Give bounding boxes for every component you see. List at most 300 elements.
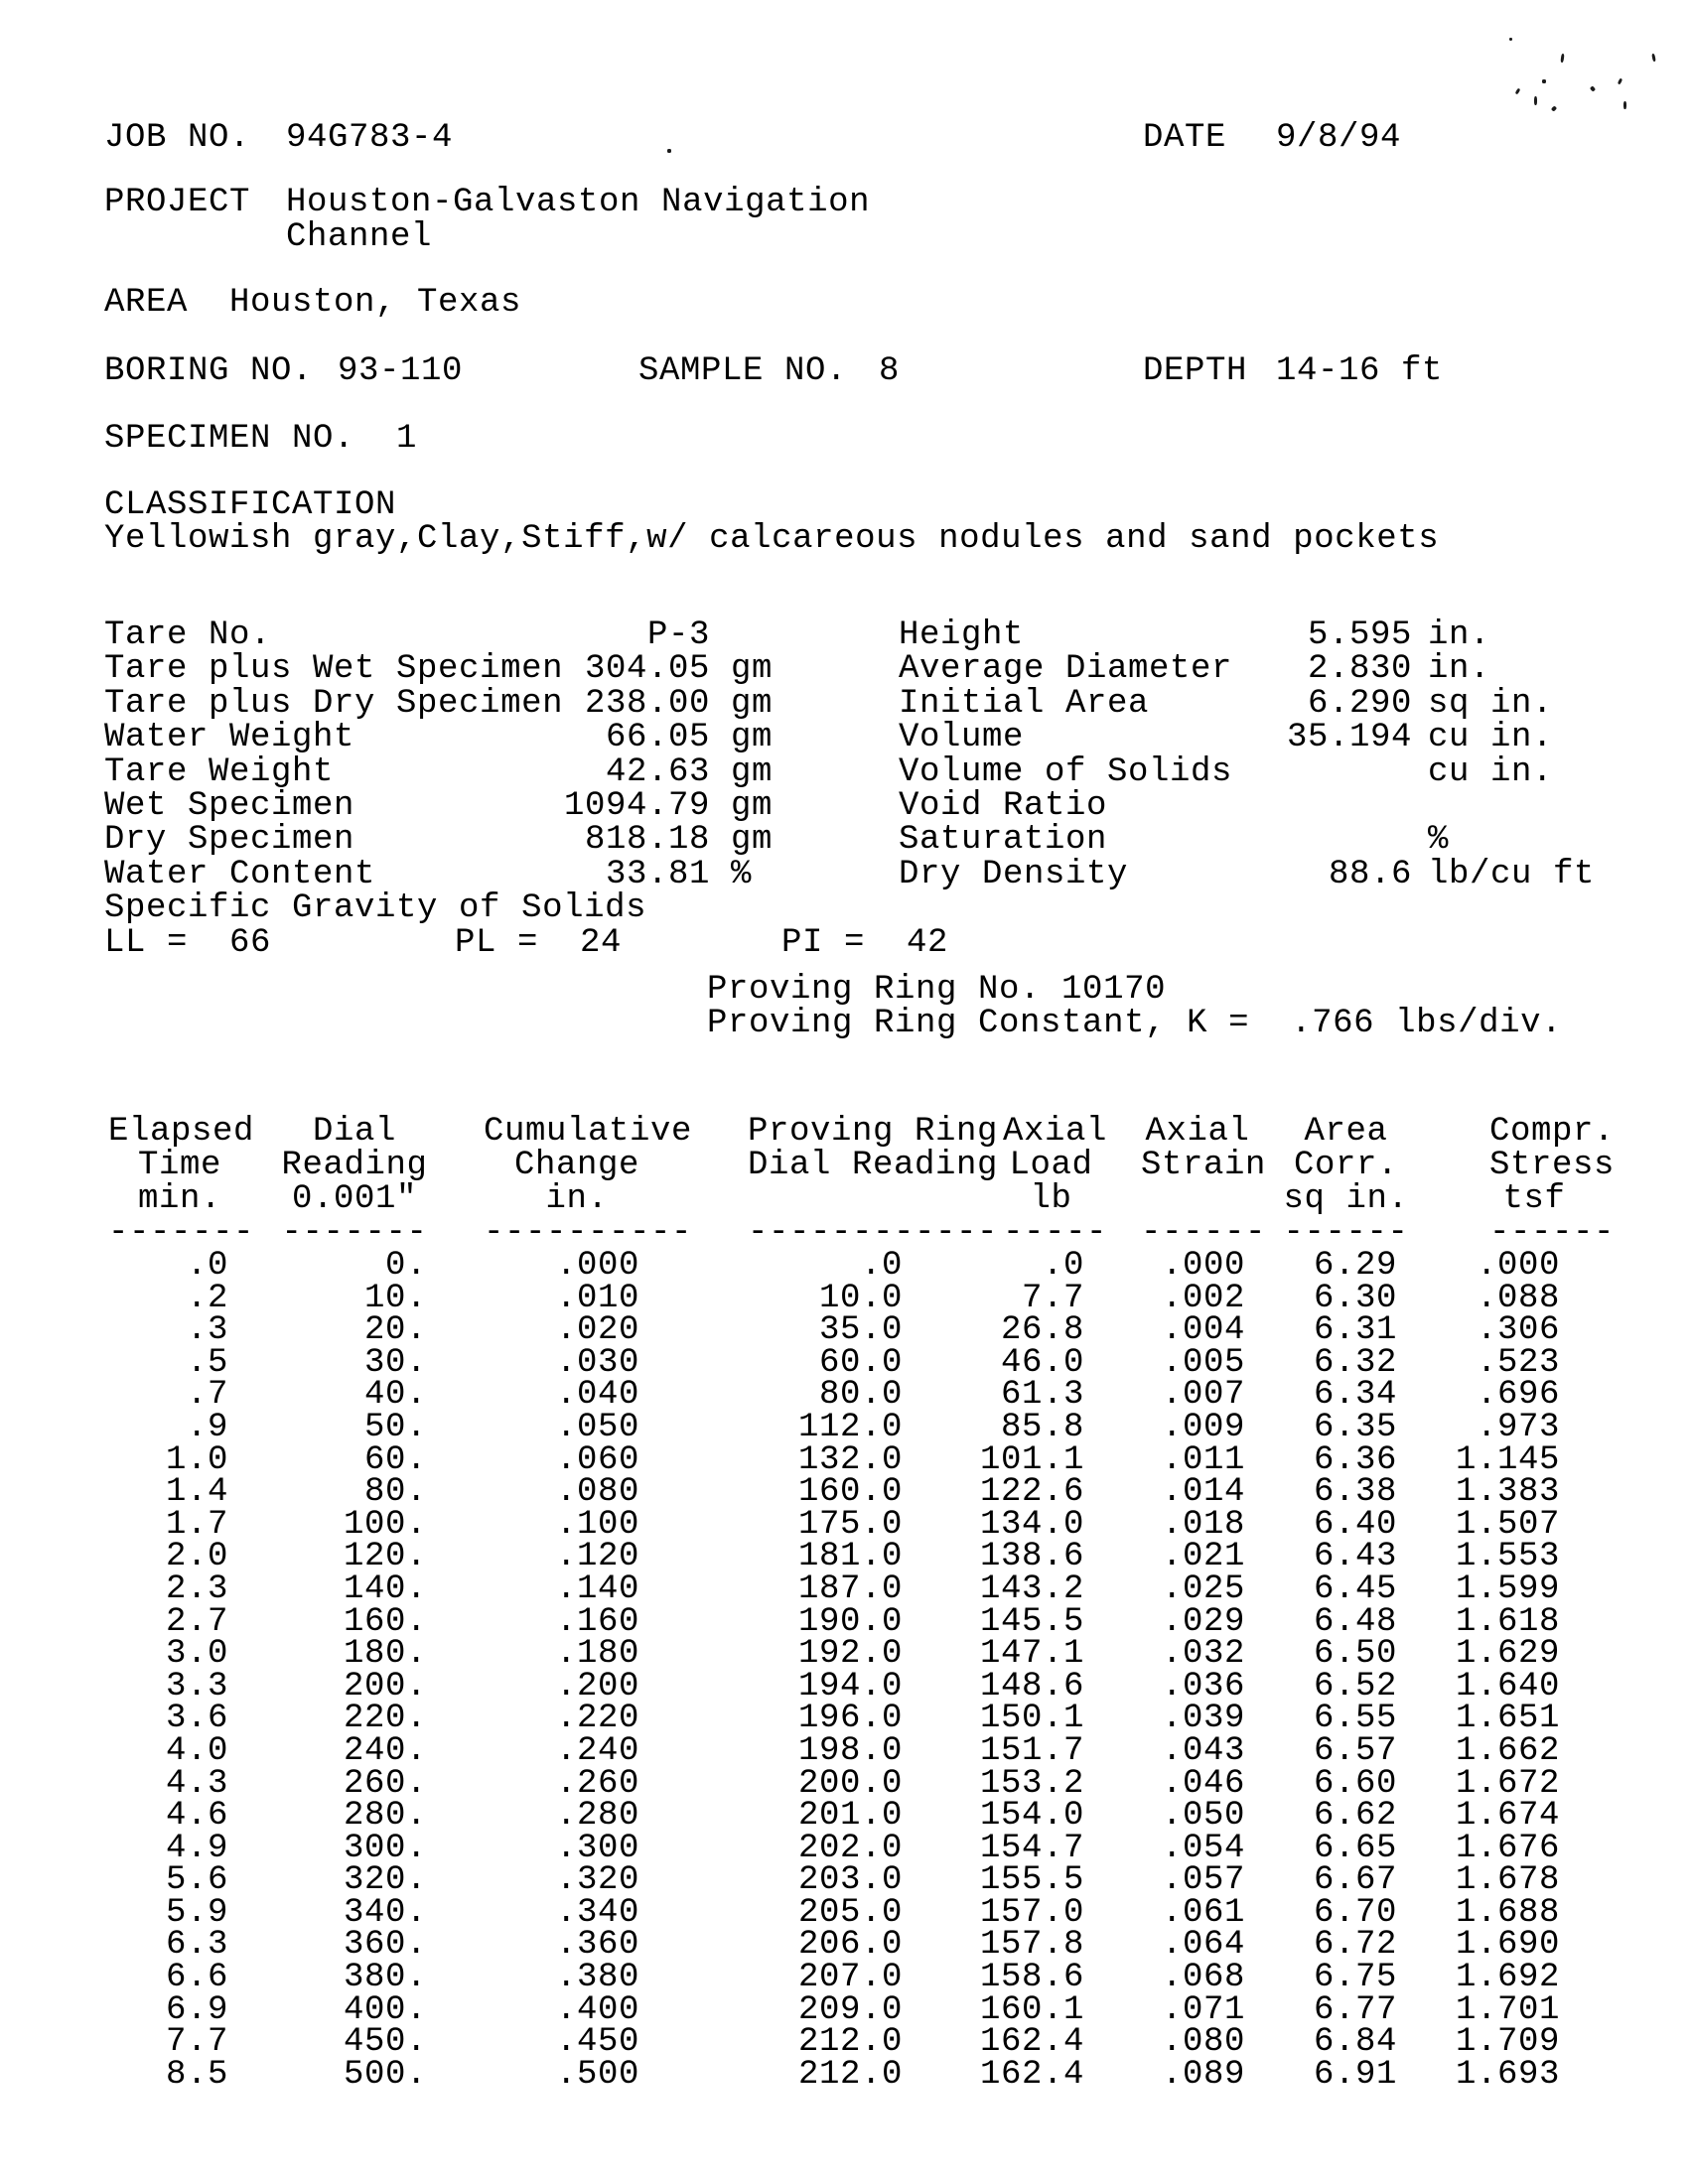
column-header: lb — [1030, 1180, 1072, 1218]
table-cell: 160. — [343, 1602, 427, 1641]
field-unit: gm — [731, 650, 774, 688]
table-cell: 196.0 — [797, 1700, 903, 1738]
table-cell: .080 — [1161, 2023, 1245, 2062]
table-cell: 190.0 — [797, 1602, 903, 1641]
table-cell: 1.678 — [1455, 1861, 1560, 1900]
field-unit: cu in. — [1428, 719, 1554, 756]
table-cell: 122.6 — [979, 1473, 1084, 1512]
table-cell: 6.70 — [1313, 1893, 1397, 1932]
field-label: Volume of Solids — [899, 753, 1233, 791]
table-cell: .004 — [1161, 1311, 1245, 1350]
table-cell: .029 — [1161, 1602, 1245, 1641]
table-row — [104, 1476, 1579, 1509]
date-label: DATE — [1143, 119, 1227, 157]
table-cell: .5 — [186, 1343, 228, 1382]
table-row — [104, 1541, 1579, 1573]
column-dashes: ---------- — [484, 1214, 693, 1252]
table-cell: 1.674 — [1455, 1797, 1560, 1836]
table-cell: 155.5 — [979, 1861, 1084, 1900]
classification-label: CLASSIFICATION — [104, 486, 397, 524]
table-cell: .973 — [1476, 1408, 1560, 1446]
table-cell: .057 — [1161, 1861, 1245, 1900]
field-unit: % — [731, 856, 753, 893]
table-cell: 10. — [363, 1279, 427, 1317]
column-dashes: ----- — [1003, 1214, 1108, 1252]
column-header: Axial — [1003, 1113, 1108, 1151]
table-cell: .3 — [186, 1311, 228, 1350]
scan-speck — [1515, 88, 1521, 95]
column-dashes: ------ — [1141, 1214, 1267, 1252]
table-cell: .000 — [1476, 1247, 1560, 1285]
table-row — [104, 2026, 1579, 2059]
table-cell: 80. — [363, 1473, 427, 1512]
column-header: Axial — [1145, 1113, 1250, 1151]
table-row — [104, 1768, 1579, 1801]
scan-speck — [1618, 78, 1622, 85]
field-unit: lb/cu ft — [1428, 856, 1596, 893]
table-cell: 206.0 — [797, 1926, 903, 1965]
table-cell: .010 — [555, 1279, 639, 1317]
table-cell: 6.50 — [1313, 1635, 1397, 1674]
field-unit: % — [1428, 821, 1450, 859]
table-cell: .400 — [555, 1990, 639, 2029]
table-cell: 2.3 — [165, 1570, 228, 1608]
depth-label: DEPTH — [1143, 352, 1248, 390]
column-header: in. — [545, 1180, 609, 1218]
table-row — [104, 1833, 1579, 1865]
field-unit: gm — [731, 719, 774, 756]
table-cell: 6.36 — [1313, 1440, 1397, 1479]
table-cell: .089 — [1161, 2055, 1245, 2094]
specimen-no-value: 1 — [396, 420, 418, 458]
column-header — [1099, 1182, 1254, 1216]
table-cell: .030 — [555, 1343, 639, 1382]
table-cell: 6.62 — [1313, 1797, 1397, 1836]
field-label: Dry Density — [899, 856, 1129, 893]
table-row — [104, 1444, 1579, 1477]
area-value: Houston, Texas — [229, 284, 522, 322]
table-cell: 200. — [343, 1667, 427, 1706]
column-header: Dial — [312, 1113, 396, 1151]
table-cell: .340 — [555, 1893, 639, 1932]
table-cell: 20. — [363, 1311, 427, 1350]
table-cell: .000 — [555, 1247, 639, 1285]
table-cell: 1.629 — [1455, 1635, 1560, 1674]
table-cell: 60. — [363, 1440, 427, 1479]
table-cell: .220 — [555, 1700, 639, 1738]
classification-value: Yellowish gray,Clay,Stiff,w/ calcareous nodules and sand pockets — [104, 520, 1440, 558]
table-cell: 450. — [343, 2023, 427, 2062]
table-cell: .080 — [555, 1473, 639, 1512]
table-row — [104, 1314, 1579, 1347]
field-label: Wet Specimen — [104, 787, 355, 825]
area-label: AREA — [104, 284, 189, 322]
table-cell: 280. — [343, 1797, 427, 1836]
field-value: 42.63 — [605, 753, 710, 791]
table-cell: .260 — [555, 1764, 639, 1803]
table-cell: 212.0 — [797, 2055, 903, 2094]
table-cell: 1.688 — [1455, 1893, 1560, 1932]
table-cell: 1.672 — [1455, 1764, 1560, 1803]
field-label: Water Weight — [104, 719, 355, 756]
table-cell: .360 — [555, 1926, 639, 1965]
table-cell: .280 — [555, 1797, 639, 1836]
column-header: sq in. — [1283, 1180, 1409, 1218]
table-cell: 6.34 — [1313, 1376, 1397, 1415]
field-unit: sq in. — [1428, 685, 1554, 723]
table-cell: .005 — [1161, 1343, 1245, 1382]
table-cell: 160.0 — [797, 1473, 903, 1512]
table-cell: .523 — [1476, 1343, 1560, 1382]
column-header: Load — [1009, 1147, 1093, 1184]
column-header: min. — [137, 1180, 221, 1218]
table-cell: 260. — [343, 1764, 427, 1803]
field-unit: gm — [731, 787, 774, 825]
table-row — [104, 1509, 1579, 1542]
table-cell: 4.9 — [165, 1829, 228, 1867]
column-dashes: ------ — [1283, 1214, 1409, 1252]
project-value-line2: Channel — [286, 218, 433, 256]
table-cell: 340. — [343, 1893, 427, 1932]
table-cell: 187.0 — [797, 1570, 903, 1608]
field-value: 238.00 — [584, 685, 710, 723]
field-label: Void Ratio — [899, 787, 1108, 825]
table-cell: 154.0 — [979, 1797, 1084, 1836]
table-cell: 120. — [343, 1538, 427, 1576]
table-cell: 300. — [343, 1829, 427, 1867]
table-cell: 157.0 — [979, 1893, 1084, 1932]
liquid-limit: LL = 66 — [104, 924, 272, 962]
scan-speck — [1534, 96, 1537, 105]
scan-speck — [1651, 54, 1656, 62]
field-value: 35.194 — [1286, 719, 1412, 756]
dimension-row — [0, 687, 1692, 722]
table-cell: 140. — [343, 1570, 427, 1608]
field-unit: cu in. — [1428, 753, 1554, 791]
table-cell: 6.84 — [1313, 2023, 1397, 2062]
table-cell: .050 — [555, 1408, 639, 1446]
table-cell: 3.6 — [165, 1700, 228, 1738]
column-header: Cumulative — [484, 1113, 693, 1151]
table-cell: .043 — [1161, 1731, 1245, 1770]
column-dashes: ------- — [108, 1214, 255, 1252]
scan-speck — [1560, 54, 1564, 63]
table-cell: 101.1 — [979, 1440, 1084, 1479]
column-dashes: ------- — [281, 1214, 428, 1252]
field-label: Dry Specimen — [104, 821, 355, 859]
table-cell: 4.0 — [165, 1731, 228, 1770]
table-header-row — [104, 1182, 1579, 1216]
field-label: Water Content — [104, 856, 376, 893]
table-cell: 201.0 — [797, 1797, 903, 1836]
field-unit: in. — [1428, 650, 1491, 688]
table-cell: .380 — [555, 1959, 639, 1997]
table-cell: 80.0 — [818, 1376, 903, 1415]
table-cell: 143.2 — [979, 1570, 1084, 1608]
dimension-row — [0, 721, 1692, 755]
table-cell: 134.0 — [979, 1505, 1084, 1544]
table-cell: 6.32 — [1313, 1343, 1397, 1382]
field-value: P-3 — [646, 616, 710, 654]
table-cell: 148.6 — [979, 1667, 1084, 1706]
table-cell: 6.60 — [1313, 1764, 1397, 1803]
table-cell: 175.0 — [797, 1505, 903, 1544]
sample-no-value: 8 — [879, 352, 901, 390]
column-header: Elapsed — [108, 1113, 255, 1151]
table-cell: 1.7 — [165, 1505, 228, 1544]
table-cell: 1.507 — [1455, 1505, 1560, 1544]
table-cell: 151.7 — [979, 1731, 1084, 1770]
table-cell: 6.9 — [165, 1990, 228, 2029]
table-cell: .0 — [1042, 1247, 1084, 1285]
table-cell: 147.1 — [979, 1635, 1084, 1674]
table-cell: 61.3 — [1000, 1376, 1084, 1415]
table-cell: .002 — [1161, 1279, 1245, 1317]
table-cell: .320 — [555, 1861, 639, 1900]
table-cell: .140 — [555, 1570, 639, 1608]
column-header: tsf — [1502, 1180, 1566, 1218]
field-label: Tare plus Wet Specimen — [104, 650, 564, 688]
column-header: Stress — [1489, 1147, 1616, 1184]
depth-value: 14-16 ft — [1276, 352, 1444, 390]
boring-no-value: 93-110 — [338, 352, 464, 390]
table-row — [104, 1638, 1579, 1671]
table-cell: .064 — [1161, 1926, 1245, 1965]
table-cell: 207.0 — [797, 1959, 903, 1997]
table-cell: 40. — [363, 1376, 427, 1415]
table-row — [104, 1897, 1579, 1930]
proving-ring-constant: Proving Ring Constant, K = .766 lbs/div. — [707, 1005, 1563, 1042]
table-row — [104, 1994, 1579, 2027]
specimen-no-label: SPECIMEN NO. — [104, 420, 355, 458]
scan-speck — [1551, 105, 1557, 111]
table-cell: .040 — [555, 1376, 639, 1415]
table-row — [104, 1283, 1579, 1315]
table-cell: .025 — [1161, 1570, 1245, 1608]
table-cell: 320. — [343, 1861, 427, 1900]
table-cell: .009 — [1161, 1408, 1245, 1446]
table-cell: 6.55 — [1313, 1700, 1397, 1738]
table-cell: .000 — [1161, 1247, 1245, 1285]
field-label: Tare plus Dry Specimen — [104, 685, 564, 723]
table-cell: 200.0 — [797, 1764, 903, 1803]
table-cell: 6.43 — [1313, 1538, 1397, 1576]
table-cell: 3.0 — [165, 1635, 228, 1674]
readings-table — [104, 1113, 1616, 2094]
table-cell: .0 — [860, 1247, 903, 1285]
table-cell: .050 — [1161, 1797, 1245, 1836]
table-row — [104, 1347, 1579, 1380]
table-cell: 6.31 — [1313, 1311, 1397, 1350]
table-cell: .021 — [1161, 1538, 1245, 1576]
column-header: Time — [137, 1147, 221, 1184]
table-cell: 7.7 — [1021, 1279, 1084, 1317]
sample-no-label: SAMPLE NO. — [638, 352, 848, 390]
table-cell: 0. — [384, 1247, 427, 1285]
table-cell: .011 — [1161, 1440, 1245, 1479]
table-cell: 6.45 — [1313, 1570, 1397, 1608]
table-row — [104, 1573, 1579, 1606]
table-cell: 1.701 — [1455, 1990, 1560, 2029]
table-row — [104, 1250, 1579, 1283]
column-dashes: ------ — [1489, 1214, 1616, 1252]
table-cell: .036 — [1161, 1667, 1245, 1706]
table-cell: .240 — [555, 1731, 639, 1770]
table-cell: .060 — [555, 1440, 639, 1479]
table-cell: 157.8 — [979, 1926, 1084, 1965]
project-value-line1: Houston-Galvaston Navigation — [286, 184, 871, 221]
field-label: Tare Weight — [104, 753, 335, 791]
table-cell: 154.7 — [979, 1829, 1084, 1867]
column-header: Dial Reading — [748, 1147, 999, 1184]
dimension-row — [0, 789, 1692, 824]
table-row — [104, 1929, 1579, 1962]
dimension-row — [0, 652, 1692, 687]
table-cell: 5.6 — [165, 1861, 228, 1900]
field-value: 304.05 — [584, 650, 710, 688]
table-cell: 1.618 — [1455, 1602, 1560, 1641]
table-cell: .054 — [1161, 1829, 1245, 1867]
table-row — [104, 1671, 1579, 1704]
table-cell: 4.6 — [165, 1797, 228, 1836]
dimension-row — [0, 858, 1692, 892]
table-header-row — [104, 1115, 1579, 1149]
table-cell: .071 — [1161, 1990, 1245, 2029]
field-label: Tare No. — [104, 616, 272, 654]
table-cell: 6.30 — [1313, 1279, 1397, 1317]
table-cell: 360. — [343, 1926, 427, 1965]
dimension-row — [0, 618, 1692, 653]
table-cell: 50. — [363, 1408, 427, 1446]
table-cell: 6.91 — [1313, 2055, 1397, 2094]
field-value: 2.830 — [1307, 650, 1412, 688]
project-label: PROJECT — [104, 184, 251, 221]
field-unit: gm — [731, 821, 774, 859]
table-cell: 10.0 — [818, 1279, 903, 1317]
table-cell: 6.29 — [1313, 1247, 1397, 1285]
table-cell: 1.599 — [1455, 1570, 1560, 1608]
table-cell: 192.0 — [797, 1635, 903, 1674]
field-value: 5.595 — [1307, 616, 1412, 654]
table-cell: 6.40 — [1313, 1505, 1397, 1544]
table-cell: .9 — [186, 1408, 228, 1446]
table-cell: 1.662 — [1455, 1731, 1560, 1770]
table-cell: 112.0 — [797, 1408, 903, 1446]
job-no-value: 94G783-4 — [286, 119, 454, 157]
field-label: Saturation — [899, 821, 1108, 859]
table-cell: .007 — [1161, 1376, 1245, 1415]
readings-table-body — [104, 1247, 1579, 2094]
table-cell: 500. — [343, 2055, 427, 2094]
field-unit: gm — [731, 753, 774, 791]
table-cell: 7.7 — [165, 2023, 228, 2062]
table-cell: 6.77 — [1313, 1990, 1397, 2029]
field-label: Volume — [899, 719, 1025, 756]
proving-ring-number: Proving Ring No. 10170 — [707, 971, 1167, 1009]
field-label: Average Diameter — [899, 650, 1233, 688]
readings-table-header — [104, 1113, 1616, 1252]
table-row — [104, 1412, 1579, 1444]
table-cell: 8.5 — [165, 2055, 228, 2094]
table-cell: 153.2 — [979, 1764, 1084, 1803]
table-cell: 180. — [343, 1635, 427, 1674]
table-cell: .200 — [555, 1667, 639, 1706]
table-cell: 220. — [343, 1700, 427, 1738]
table-cell: 181.0 — [797, 1538, 903, 1576]
table-cell: 26.8 — [1000, 1311, 1084, 1350]
table-cell: .300 — [555, 1829, 639, 1867]
table-cell: .039 — [1161, 1700, 1245, 1738]
table-cell: 85.8 — [1000, 1408, 1084, 1446]
table-cell: .306 — [1476, 1311, 1560, 1350]
table-row — [104, 1606, 1579, 1639]
table-cell: 212.0 — [797, 2023, 903, 2062]
table-cell: 160.1 — [979, 1990, 1084, 2029]
table-cell: .014 — [1161, 1473, 1245, 1512]
table-cell: 1.690 — [1455, 1926, 1560, 1965]
plasticity-index: PI = 42 — [781, 924, 949, 962]
table-cell: 1.553 — [1455, 1538, 1560, 1576]
column-header — [670, 1182, 933, 1216]
table-cell: .7 — [186, 1376, 228, 1415]
table-cell: .061 — [1161, 1893, 1245, 1932]
table-cell: 6.6 — [165, 1959, 228, 1997]
table-cell: .068 — [1161, 1959, 1245, 1997]
table-cell: 203.0 — [797, 1861, 903, 1900]
scan-speck — [1542, 79, 1546, 83]
table-cell: .046 — [1161, 1764, 1245, 1803]
table-cell: 30. — [363, 1343, 427, 1382]
table-cell: .032 — [1161, 1635, 1245, 1674]
field-value: 33.81 — [605, 856, 710, 893]
table-cell: .500 — [555, 2055, 639, 2094]
table-cell: 1.676 — [1455, 1829, 1560, 1867]
field-value: 88.6 — [1328, 856, 1412, 893]
table-cell: .088 — [1476, 1279, 1560, 1317]
table-cell: 6.35 — [1313, 1408, 1397, 1446]
table-row — [104, 1962, 1579, 1994]
table-cell: .180 — [555, 1635, 639, 1674]
dimension-row — [0, 755, 1692, 790]
table-cell: 150.1 — [979, 1700, 1084, 1738]
boring-no-label: BORING NO. — [104, 352, 314, 390]
table-header-row — [104, 1149, 1579, 1182]
table-row — [104, 1735, 1579, 1768]
field-unit: in. — [1428, 616, 1491, 654]
table-cell: 35.0 — [818, 1311, 903, 1350]
scan-speck — [1590, 85, 1596, 91]
table-cell: .2 — [186, 1279, 228, 1317]
table-cell: 240. — [343, 1731, 427, 1770]
table-cell: 1.709 — [1455, 2023, 1560, 2062]
table-cell: 380. — [343, 1959, 427, 1997]
field-unit: gm — [731, 685, 774, 723]
table-cell: 1.4 — [165, 1473, 228, 1512]
table-cell: 6.72 — [1313, 1926, 1397, 1965]
column-header: Change — [513, 1147, 640, 1184]
table-cell: 194.0 — [797, 1667, 903, 1706]
table-cell: 6.75 — [1313, 1959, 1397, 1997]
column-header: Proving Ring — [748, 1113, 999, 1151]
dimension-row — [0, 823, 1692, 858]
table-cell: 1.651 — [1455, 1700, 1560, 1738]
table-cell: .120 — [555, 1538, 639, 1576]
table-row — [104, 2059, 1579, 2092]
table-cell: 5.9 — [165, 1893, 228, 1932]
tare-row — [0, 891, 1692, 926]
table-cell: 6.3 — [165, 1926, 228, 1965]
table-cell: 100. — [343, 1505, 427, 1544]
